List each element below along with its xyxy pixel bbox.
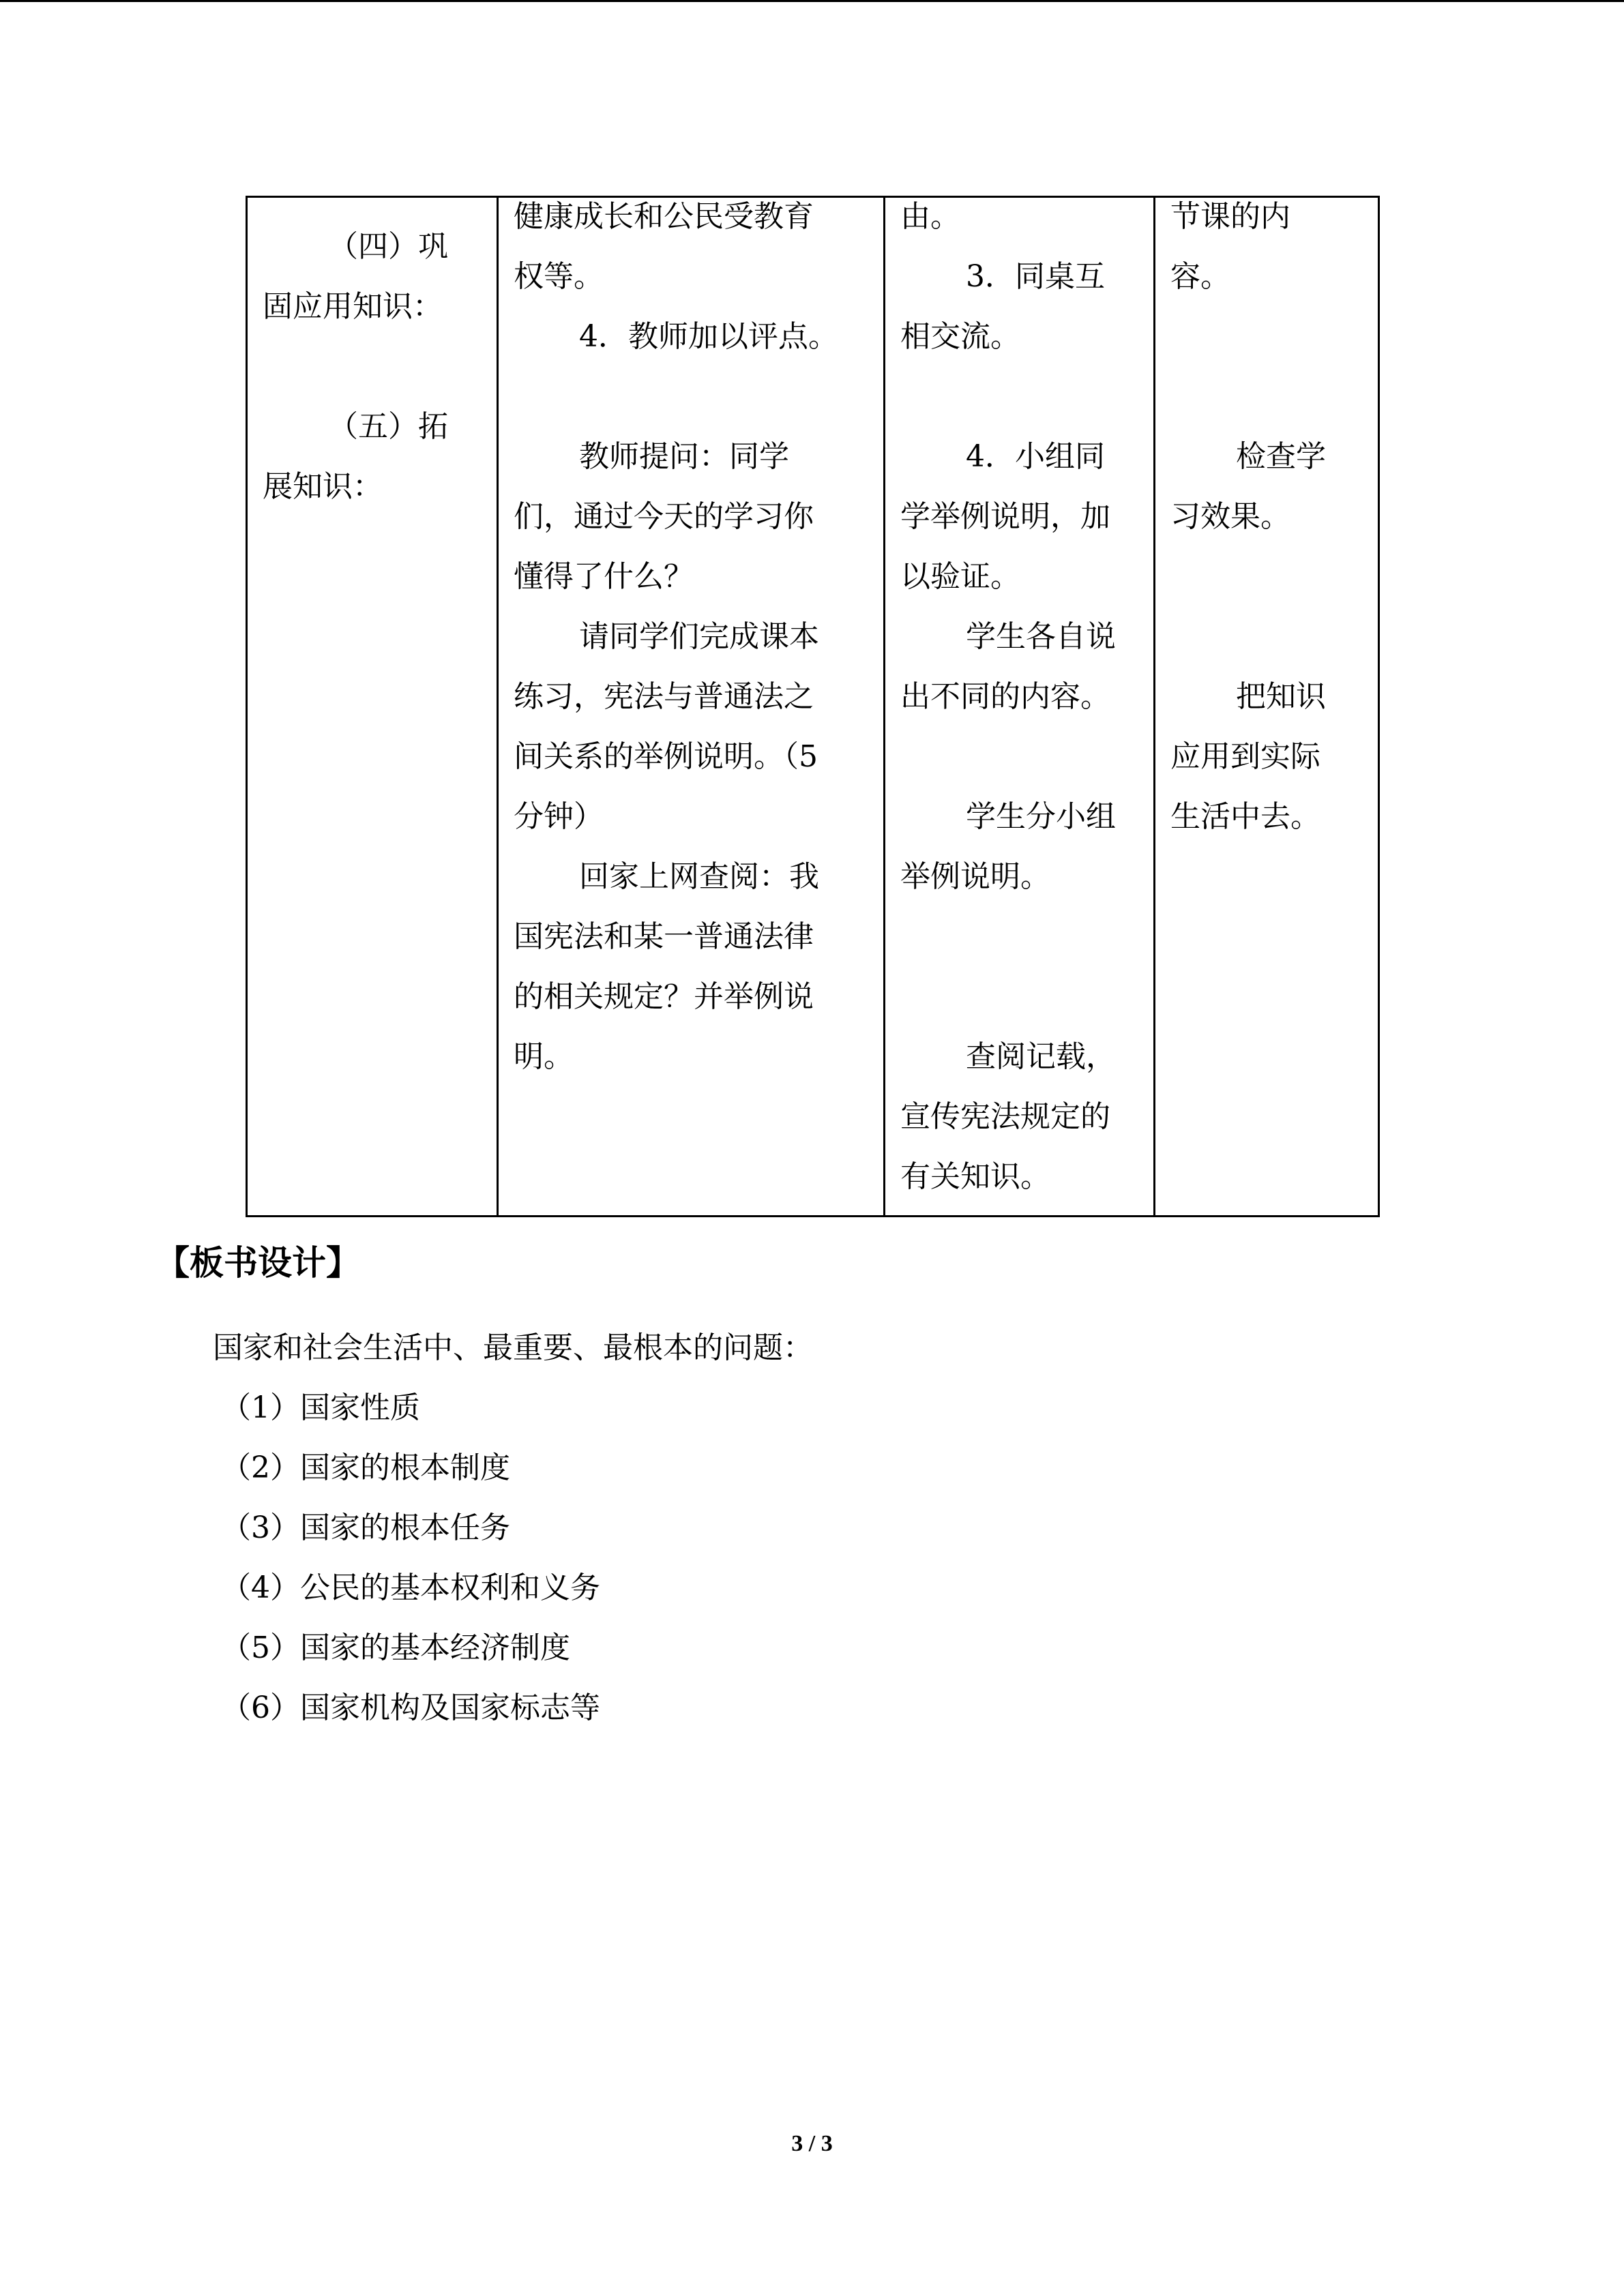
- table-cell-teacher-activity: [498, 197, 885, 1217]
- design-intent-line: 应用到实际: [1170, 739, 1320, 774]
- list-item: （3）国家的根本任务: [221, 1510, 510, 1545]
- student-activity-line: 有关知识。: [900, 1159, 1050, 1194]
- design-intent-line: 把知识: [1236, 679, 1326, 714]
- teacher-activity-line: 们，通过今天的学习你: [514, 499, 814, 534]
- student-activity-line: 查阅记载，: [966, 1039, 1116, 1074]
- cell-spacer: [1170, 547, 1364, 607]
- teacher-activity-line: 请同学们完成课本: [579, 619, 819, 654]
- board-design-heading: 【板书设计】: [156, 1243, 360, 1283]
- cell-spacer: [1170, 367, 1364, 427]
- stage-label-line: （四）巩: [328, 229, 448, 264]
- teacher-activity-line: 间关系的举例说明。（5: [514, 739, 818, 774]
- student-activity-line: 宣传宪法规定的: [900, 1099, 1110, 1134]
- student-activity-line: 以验证。: [900, 559, 1020, 594]
- list-item: （4）公民的基本权利和义务: [221, 1570, 600, 1605]
- cell-spacer: [900, 907, 1140, 1027]
- list-item: （1）国家性质: [221, 1390, 420, 1425]
- teacher-activity-line: 健康成长和公民受教育: [514, 199, 814, 234]
- design-intent-line: 习效果。: [1170, 499, 1290, 534]
- table-cell-stage: [247, 197, 498, 1217]
- cell-spacer: [514, 367, 870, 427]
- teacher-activity-line: 练习，宪法与普通法之: [514, 679, 814, 714]
- page-top-border: [0, 0, 1624, 2]
- design-intent-line: 检查学: [1236, 439, 1326, 474]
- teacher-activity-line: 国宪法和某一普通法律: [514, 919, 814, 954]
- stage-label-line: 展知识：: [263, 469, 383, 504]
- list-item: （5）国家的基本经济制度: [221, 1630, 570, 1665]
- list-item: （6）国家机构及国家标志等: [221, 1690, 600, 1725]
- teacher-activity-line: 的相关规定？并举例说: [514, 979, 814, 1014]
- page-number: 3 / 3: [791, 2131, 833, 2156]
- teacher-activity-line: 明。: [514, 1039, 574, 1074]
- cell-spacer: [900, 727, 1140, 787]
- student-activity-line: 学举例说明，加: [900, 499, 1110, 534]
- stage-label-line: （五）拓: [328, 409, 448, 444]
- table-cell-design-intent: [1155, 197, 1379, 1217]
- stage-label-line: 固应用知识：: [263, 289, 443, 324]
- design-intent-line: 节课的内: [1170, 199, 1290, 234]
- design-intent-line: 生活中去。: [1170, 799, 1320, 834]
- cell-spacer: [1170, 607, 1364, 667]
- table-row: [247, 197, 1379, 1217]
- teacher-activity-line: 权等。: [514, 259, 604, 294]
- student-activity-line: 4．小组同: [966, 439, 1105, 474]
- board-design-content: [213, 1318, 813, 1738]
- cell-spacer: [900, 367, 1140, 427]
- student-activity-line: 相交流。: [900, 319, 1020, 354]
- student-activity-line: 出不同的内容。: [900, 679, 1110, 714]
- cell-spacer: [263, 337, 483, 397]
- teacher-activity-line: 回家上网查阅：我: [579, 859, 819, 894]
- teacher-activity-line: 教师提问：同学: [579, 439, 789, 474]
- board-design-intro: 国家和社会生活中、最重要、最根本的问题：: [213, 1330, 813, 1365]
- student-activity-line: 学生各自说: [966, 619, 1116, 654]
- cell-spacer: [1170, 307, 1364, 367]
- student-activity-line: 3．同桌互: [966, 259, 1105, 294]
- list-item: （2）国家的根本制度: [221, 1450, 510, 1485]
- design-intent-line: 容。: [1170, 259, 1230, 294]
- student-activity-line: 学生分小组: [966, 799, 1116, 834]
- table-cell-student-activity: [885, 197, 1155, 1217]
- student-activity-line: 由。: [900, 199, 960, 234]
- lesson-table: [246, 196, 1380, 1217]
- teacher-activity-line: 分钟）: [514, 799, 604, 834]
- teacher-activity-line: 4．教师加以评点。: [579, 319, 838, 354]
- student-activity-line: 举例说明。: [900, 859, 1050, 894]
- teacher-activity-line: 懂得了什么？: [514, 559, 694, 594]
